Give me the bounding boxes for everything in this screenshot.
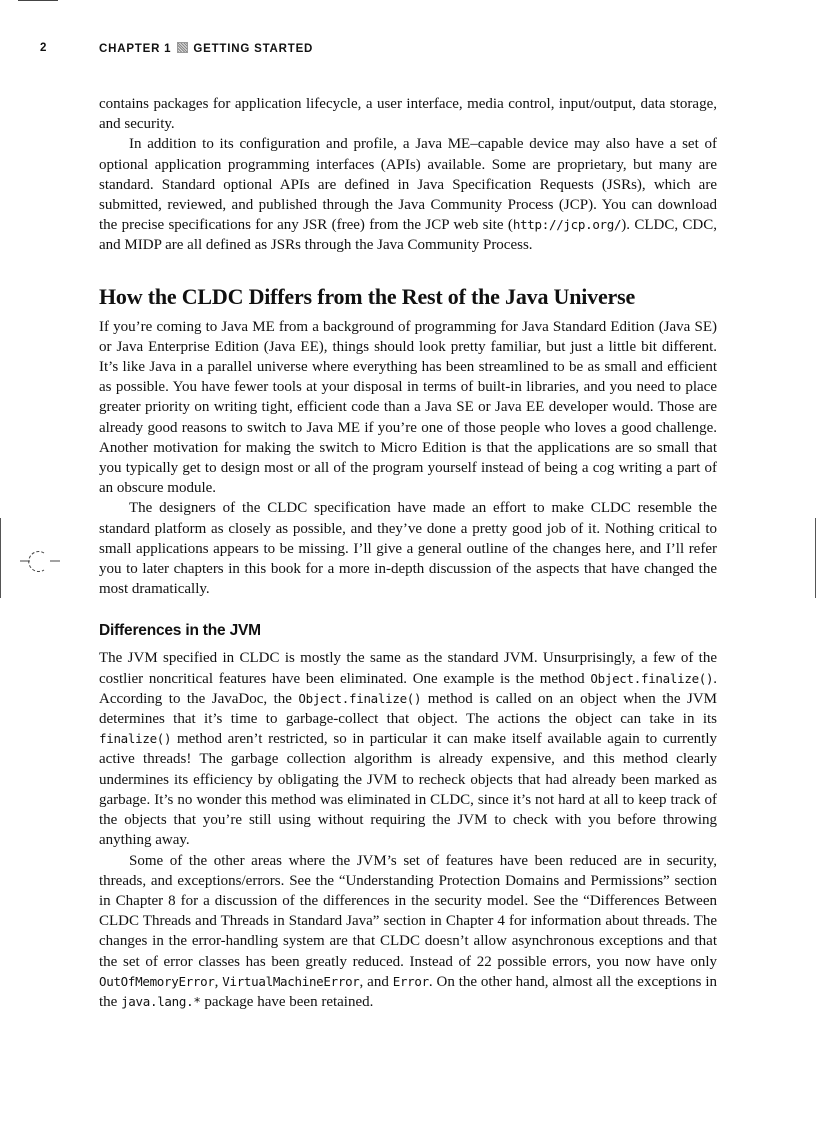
code-inline: finalize() [99,731,172,747]
code-inline: OutOfMemoryError [99,973,215,989]
chapter-number: CHAPTER 1 [99,43,172,55]
paragraph: The JVM specified in CLDC is mostly the same as the standard JVM. Unsurprisingly, a few of the costlier noncritical features have been eliminated. One example is the method Object.finalize(). According to the JavaDoc, the Object.finalize() method is called on an object when the JVM determines that it’s time to garbage-collect that object. The actions the object can take in its finalize() method aren’t restricted, so in particular it can make itself available again to currently active threads! The garbage collection algorithm is already expensive, and this method clearly undermines its efficiency by obligating the JVM to recheck objects that had already been marked as garbage. It’s no wonder this method was eliminated in CLDC, since it’s not hard at all to keep track of the objects that you’re still using without requiring the JVM to check with you before throwing anything away. [99,650,718,849]
page-body [99,94,717,1012]
code-inline: Object.finalize() [590,670,714,686]
separator-square-icon [177,42,188,53]
code-inline: Object.finalize() [298,690,422,706]
chapter-title: GETTING STARTED [193,43,314,55]
crop-mark-left [0,518,1,598]
chapter-label [99,42,313,55]
section-heading: How the CLDC Differs from the Rest of the Java Universe [99,283,636,309]
subsection-heading: Differences in the JVM [99,622,261,640]
paragraph: If you’re coming to Java ME from a background of programming for Java Standard Edition (Java SE) or Java Enterprise Edition (Java EE), things should look pretty familiar, but just a little bit different. It’s like Java in a parallel universe where everything has been streamlined to be as small and efficient as possible. You have fewer tools at your disposal in terms of built-in libraries, and you need to place greater priority on writing tight, efficient code than a Java SE or Java EE developer would. Those are already good reasons to switch to Java ME if you’re one of those people who loves a good challenge. Another motivation for making the switch to Micro Edition is that the applications are so small that you typically get to design most or all of the program yourself instead of being a cog writing a part of an obscure module. [99,318,717,497]
jcp-url: http://jcp.org/ [512,217,622,233]
code-inline: Error [392,973,429,989]
code-inline: java.lang.* [121,993,201,1009]
code-inline: VirtualMachineError [222,973,360,989]
paragraph: contains packages for application lifecycle, a user interface, media control, input/output, data storage, and security. [99,96,717,133]
registration-mark-icon [20,548,60,578]
running-head [40,42,720,60]
paragraph: The designers of the CLDC specification have made an effort to make CLDC resemble the standard platform as closely as possible, and they’ve done a pretty good job of it. Nothing critical to small applications appears to be missing. I’ll give a general outline of the changes here, and I’ll refer you to later chapters in this book for a more in-depth discussion of the aspects that have changed the most dramatically. [99,500,717,598]
paragraph: In addition to its configuration and profile, a Java ME–capable device may also have a set of optional application programming interfaces (APIs) available. Some are proprietary, but many are standard. Standard optional APIs are defined in Java Specification Requests (JSRs), which are submitted, reviewed, and published through the Java Community Process (JCP). You can download the precise specifications for any JSR (free) from the JCP web site (http://jcp.org/). CLDC, CDC, and MIDP are all defined as JSRs through the Java Community Process. [99,136,717,254]
paragraph: Some of the other areas where the JVM’s set of features have been reduced are in security, threads, and exceptions/errors. See the “Understanding Protection Domains and Permissions” section in Chapter 8 for a discussion of the differences in the security model. See the “Differences Between CLDC Threads and Threads in Standard Java” section in Chapter 4 for information about threads. The changes in the error-handling system are that CLDC doesn’t allow asynchronous exceptions and that the set of error classes has been greatly reduced. Instead of 22 possible errors, you now have only OutOfMemoryError, VirtualMachineError, and Error. On the other hand, almost all the exceptions in the java.lang.* package have been retained. [99,852,717,1010]
crop-mark-top [18,0,58,1]
page-number: 2 [40,42,48,54]
